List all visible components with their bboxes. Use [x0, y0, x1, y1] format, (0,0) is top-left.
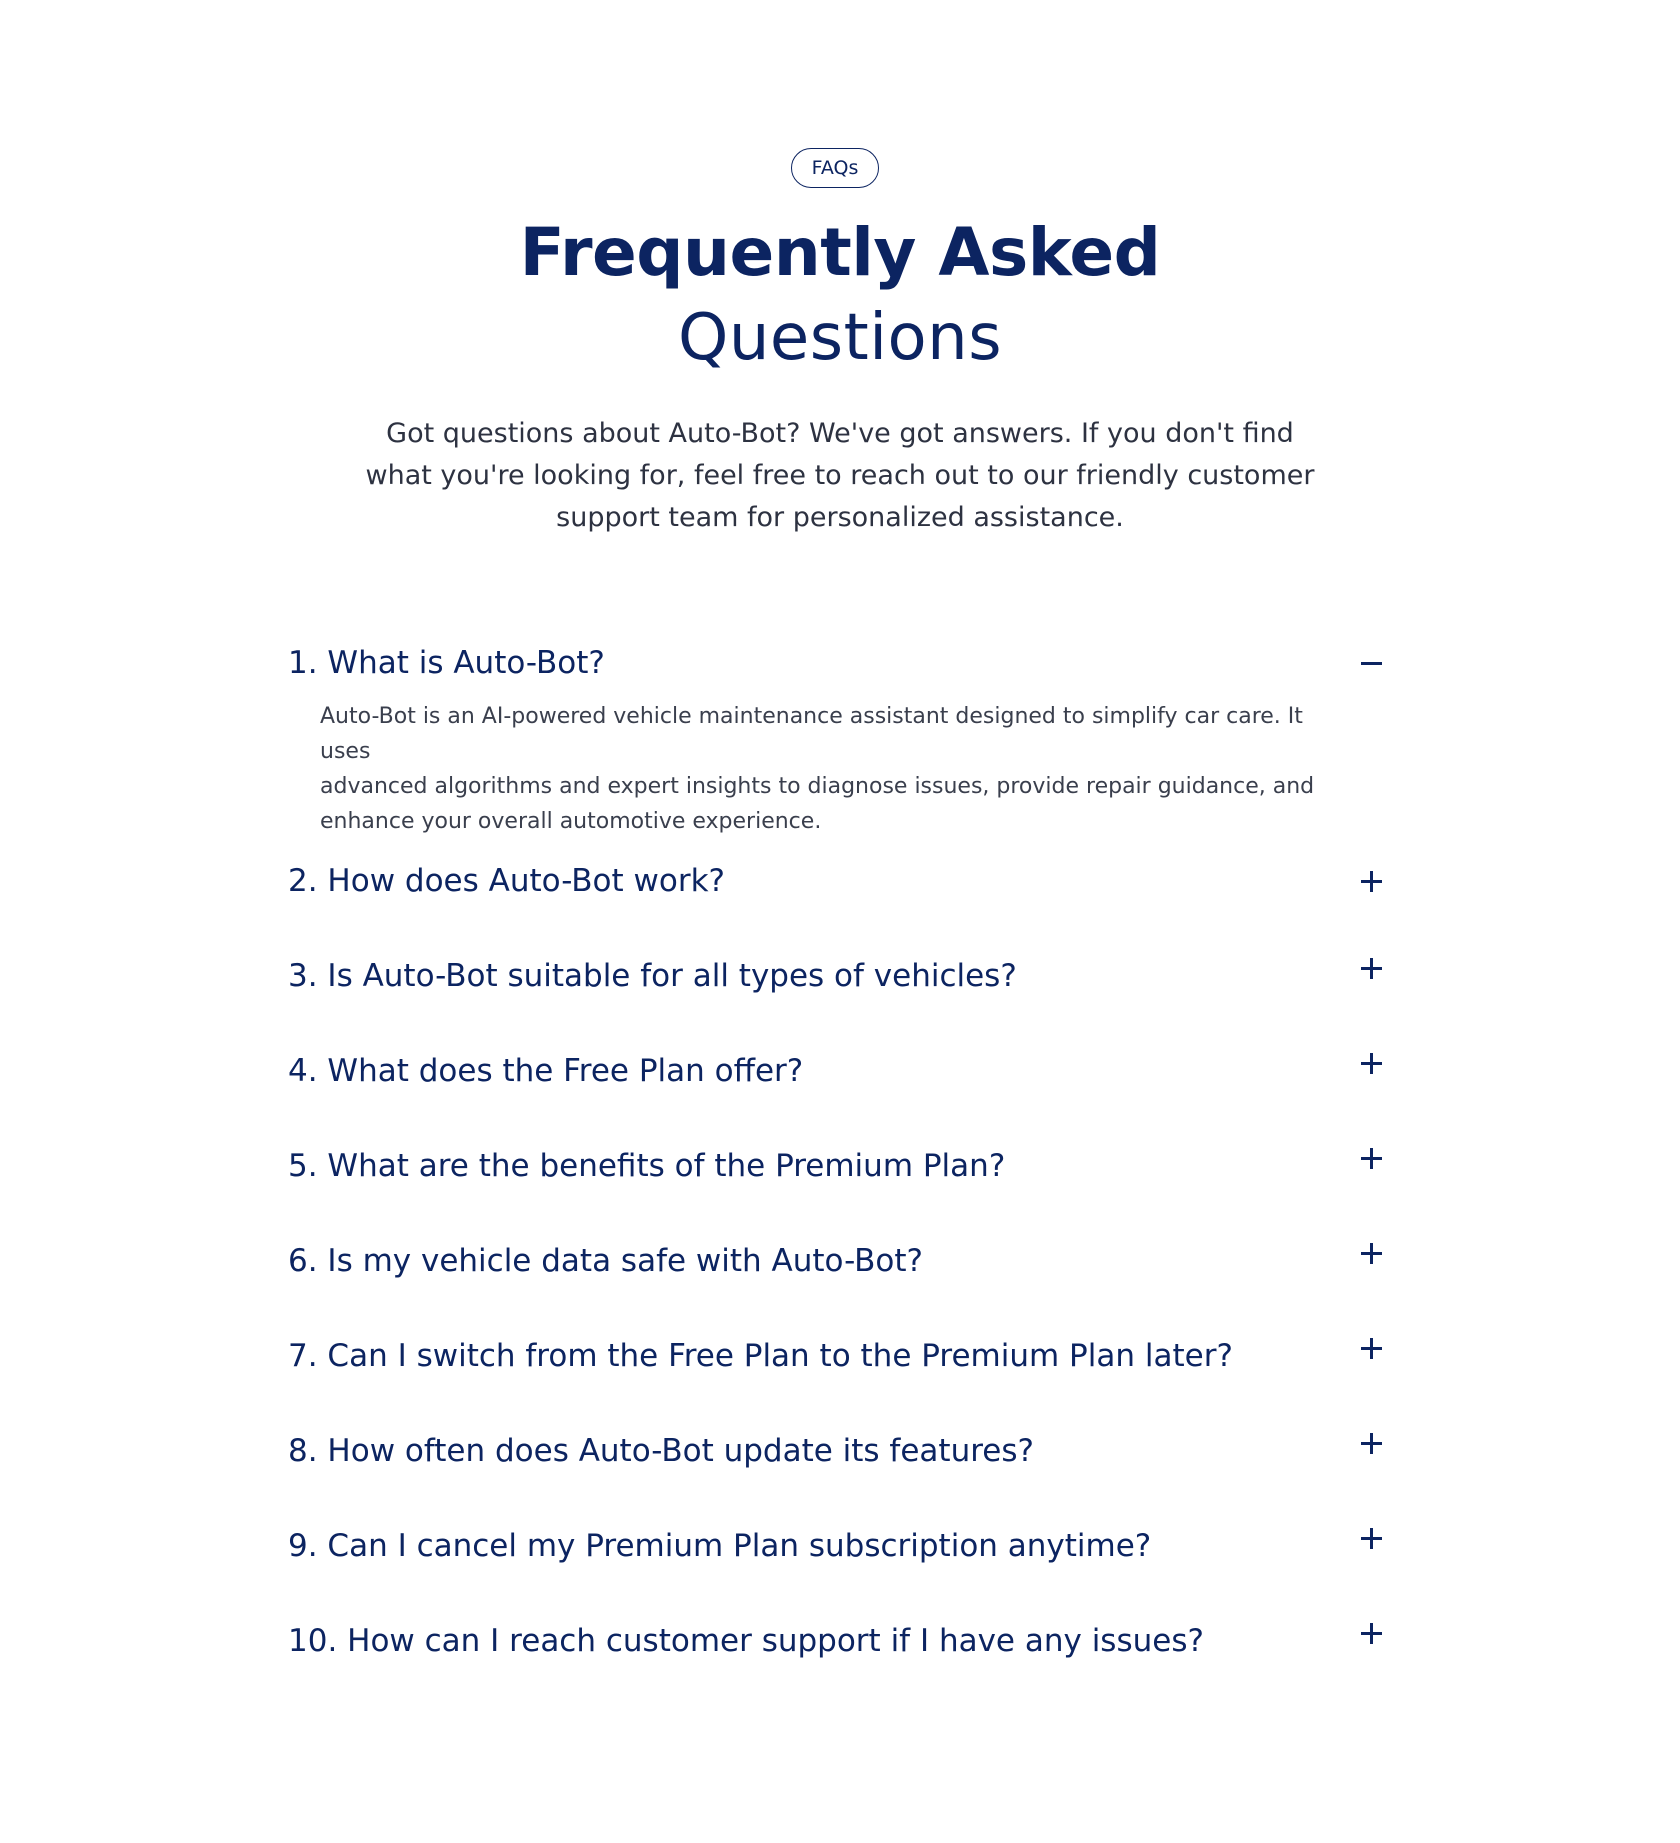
minus-icon[interactable] [1351, 641, 1391, 685]
intro-line-2: what you're looking for, feel free to reach out to our friendly customer [365, 460, 1315, 491]
plus-icon[interactable] [1351, 1326, 1391, 1370]
plus-icon[interactable] [1351, 1516, 1391, 1560]
faq-question[interactable]: 2. How does Auto-Bot work? [288, 863, 725, 899]
page-title-line-2: Questions [677, 301, 1003, 375]
intro-line-3: support team for personalized assistance. [556, 502, 1124, 533]
faqs-badge [791, 148, 879, 188]
faq-question[interactable]: 1. What is Auto-Bot? [288, 645, 605, 681]
faq-question[interactable]: 6. Is my vehicle data safe with Auto-Bot? [288, 1243, 924, 1279]
faq-answer [320, 699, 1360, 839]
plus-icon[interactable] [1351, 1611, 1391, 1655]
faq-answer-line-1: Auto-Bot is an AI-powered vehicle maintenance assistant designed to simplify car care. It uses [320, 704, 1303, 764]
faq-question[interactable]: 8. How often does Auto-Bot update its features? [288, 1433, 1034, 1469]
faq-question[interactable]: 4. What does the Free Plan offer? [288, 1053, 804, 1089]
plus-icon[interactable] [1351, 946, 1391, 990]
page-title [0, 210, 1680, 380]
faq-question[interactable]: 10. How can I reach customer support if I have any issues? [288, 1623, 1204, 1659]
plus-icon[interactable] [1351, 1041, 1391, 1085]
faq-answer-line-2: advanced algorithms and expert insights to diagnose issues, provide repair guidance, and [320, 774, 1315, 799]
faq-question[interactable]: 9. Can I cancel my Premium Plan subscription anytime? [288, 1528, 1152, 1564]
plus-icon[interactable] [1351, 859, 1391, 903]
faq-question[interactable]: 3. Is Auto-Bot suitable for all types of vehicles? [288, 958, 1017, 994]
intro-line-1: Got questions about Auto-Bot? We've got answers. If you don't find [386, 418, 1294, 449]
faq-question[interactable]: 7. Can I switch from the Free Plan to the Premium Plan later? [288, 1338, 1233, 1374]
intro-text [340, 413, 1340, 539]
faq-answer-line-3: enhance your overall automotive experience. [320, 809, 822, 834]
plus-icon[interactable] [1351, 1421, 1391, 1465]
page-title-line-1: Frequently Asked [519, 214, 1161, 291]
faqs-badge-label: FAQs [811, 157, 859, 179]
plus-icon[interactable] [1351, 1136, 1391, 1180]
faq-question[interactable]: 5. What are the benefits of the Premium Plan? [288, 1148, 1006, 1184]
plus-icon[interactable] [1351, 1231, 1391, 1275]
